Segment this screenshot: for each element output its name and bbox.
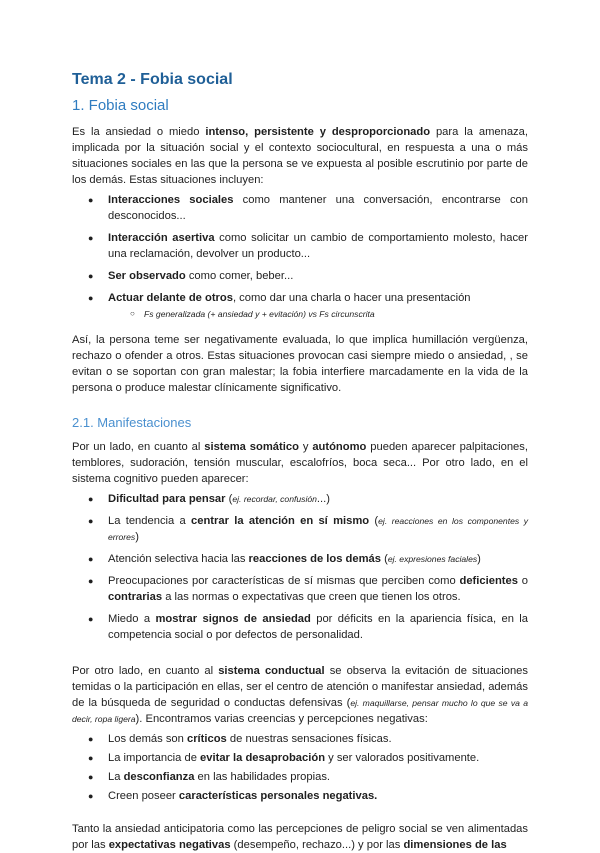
bold-run: intenso, persistente y desproporcionado (205, 126, 431, 138)
text-run: por déficits en la apariencia física, en la competencia social o por defectos de personalidad. (108, 613, 529, 641)
text-run: como solicitar un cambio de comportamiento molesto, hacer una reclamación, devolver un producto... (108, 232, 529, 260)
intro-paragraph (72, 124, 528, 188)
sub-list-item: ○ Fs generalizada (+ ansiedad y + evitación) vs Fs circunscrita (108, 308, 528, 320)
text-run: Creen poseer (108, 790, 179, 802)
beliefs-list (72, 731, 528, 804)
section-heading-fobia-social: 1. Fobia social (72, 97, 169, 114)
text-run: y (298, 441, 313, 453)
text-run: o (517, 575, 528, 587)
text-run: Miedo a (108, 613, 156, 625)
list-item (72, 230, 528, 262)
list-item (72, 513, 528, 545)
bold-run: críticos (186, 733, 227, 745)
somatic-paragraph (72, 439, 528, 487)
list-item (72, 611, 528, 643)
text-run: Por un lado, en cuanto al (72, 441, 205, 453)
example-run: ej. expresiones faciales (387, 554, 478, 564)
text-run: de nuestras sensaciones físicas. (226, 733, 392, 745)
bold-run: Interacciones sociales (108, 194, 234, 206)
list-item-text (108, 292, 471, 304)
bold-run: características personales negativas. (178, 790, 378, 802)
list-item (72, 573, 528, 605)
situations-list (72, 192, 528, 320)
list-item (72, 491, 528, 507)
text-run: ). Encontramos varias creencias y percepciones negativas: (135, 713, 428, 725)
cognitive-list (72, 491, 528, 643)
example-run: ej. reacciones en los componentes y errores (108, 516, 529, 542)
text-run: se observa la evitación de situaciones temidas o la participación en ellas, ser el centro de atención o manifestar ansiedad, además de la búsqueda de seguridad o conductas defensivas ( (72, 665, 528, 709)
text-run: en las habilidades propias. (194, 771, 331, 783)
bold-run: reacciones de los demás (248, 553, 381, 565)
bold-run: centrar la atención en sí mismo (191, 515, 370, 527)
bold-run: contrarias (108, 591, 163, 603)
text-run: como mantener una conversación, encontrarse con desconocidos... (108, 194, 529, 222)
bold-run: Dificultad para pensar (108, 493, 226, 505)
bold-run: Ser observado (108, 270, 186, 282)
text-run: como comer, beber... (185, 270, 294, 282)
bold-run: desconfianza (123, 771, 195, 783)
list-item (72, 750, 528, 766)
text-run: , como dar una charla o hacer una presentación (232, 292, 471, 304)
list-item (72, 290, 528, 320)
text-run: ...) (316, 493, 330, 505)
text-run: para la amenaza, implicada por la situación social y el contexto sociocultural, en respuesta a una o más situaciones sociales en las que la persona se ve expuesta al posible escrutinio por parte de los demás. Estas situaciones incluyen: (72, 126, 528, 186)
text-run: (desempeño, rechazo...) y por las (230, 839, 404, 851)
bold-run: Actuar delante de otros (108, 292, 233, 304)
bold-run: deficientes (459, 575, 518, 587)
consequence-paragraph: Así, la persona teme ser negativamente evaluada, lo que implica humillación vergüenza, rechazo o ofender a otros. Estas situaciones provocan casi siempre miedo o ansiedad, , se evitan o se soportan con gran malestar; la fobia interfiere marcadamente en la vida de la persona o produce malestar clínicamente significativo. (72, 334, 528, 394)
text-run: La importancia de (108, 752, 201, 764)
text-run: Los demás son (108, 733, 187, 745)
bold-run: sistema conductual (218, 665, 325, 677)
text-run: ) (477, 553, 481, 565)
text-run: Es la ansiedad o miedo (72, 126, 206, 138)
text-run: pueden aparecer palpitaciones, temblores, sudoración, tensión muscular, escalofríos, boca seca... Por otro lado, en el sistema cognitivo pueden aparecer: (72, 441, 528, 485)
behavioral-paragraph (72, 663, 528, 727)
text-run: a las normas o expectativas que creen que tienen los otros. (162, 591, 461, 603)
text-run: Preocupaciones por características de sí mismas que perciben como (108, 575, 460, 587)
bold-run: evitar la desaprobación (200, 752, 326, 764)
example-run: ej. recordar, confusión (232, 494, 317, 504)
text-run: Por otro lado, en cuanto al (72, 665, 219, 677)
bold-run: sistema somático (204, 441, 299, 453)
page-title: Tema 2 - Fobia social (72, 71, 233, 88)
list-item (72, 551, 528, 567)
section-heading-manifestaciones: 2.1. Manifestaciones (72, 415, 192, 430)
bold-run: dimensiones de las (403, 839, 507, 851)
sub-list (108, 308, 528, 320)
bold-run: autónomo (312, 441, 367, 453)
text-run: ( (381, 553, 388, 565)
text-run: La tendencia a (108, 515, 192, 527)
bold-run: mostrar signos de ansiedad (155, 613, 311, 625)
final-paragraph (72, 821, 528, 853)
text-run: Tanto la ansiedad anticipatoria como las percepciones de peligro social se ven alimentadas por las (72, 823, 528, 851)
list-item (72, 731, 528, 747)
text-run: ) (135, 531, 139, 543)
list-item (72, 268, 528, 284)
list-item (72, 788, 528, 804)
text-run: ( (369, 515, 379, 527)
text-run: y ser valorados positivamente. (325, 752, 480, 764)
text-run: La (108, 771, 124, 783)
bold-run: expectativas negativas (108, 839, 231, 851)
example-run: ej. maquillarse, pensar mucho lo que se va a decir, ropa ligera (72, 698, 528, 724)
list-item (72, 192, 528, 224)
text-run: ( (225, 493, 233, 505)
list-item (72, 769, 528, 785)
text-run: Atención selectiva hacia las (108, 553, 249, 565)
bold-run: Interacción asertiva (108, 232, 215, 244)
document-page (72, 70, 528, 853)
